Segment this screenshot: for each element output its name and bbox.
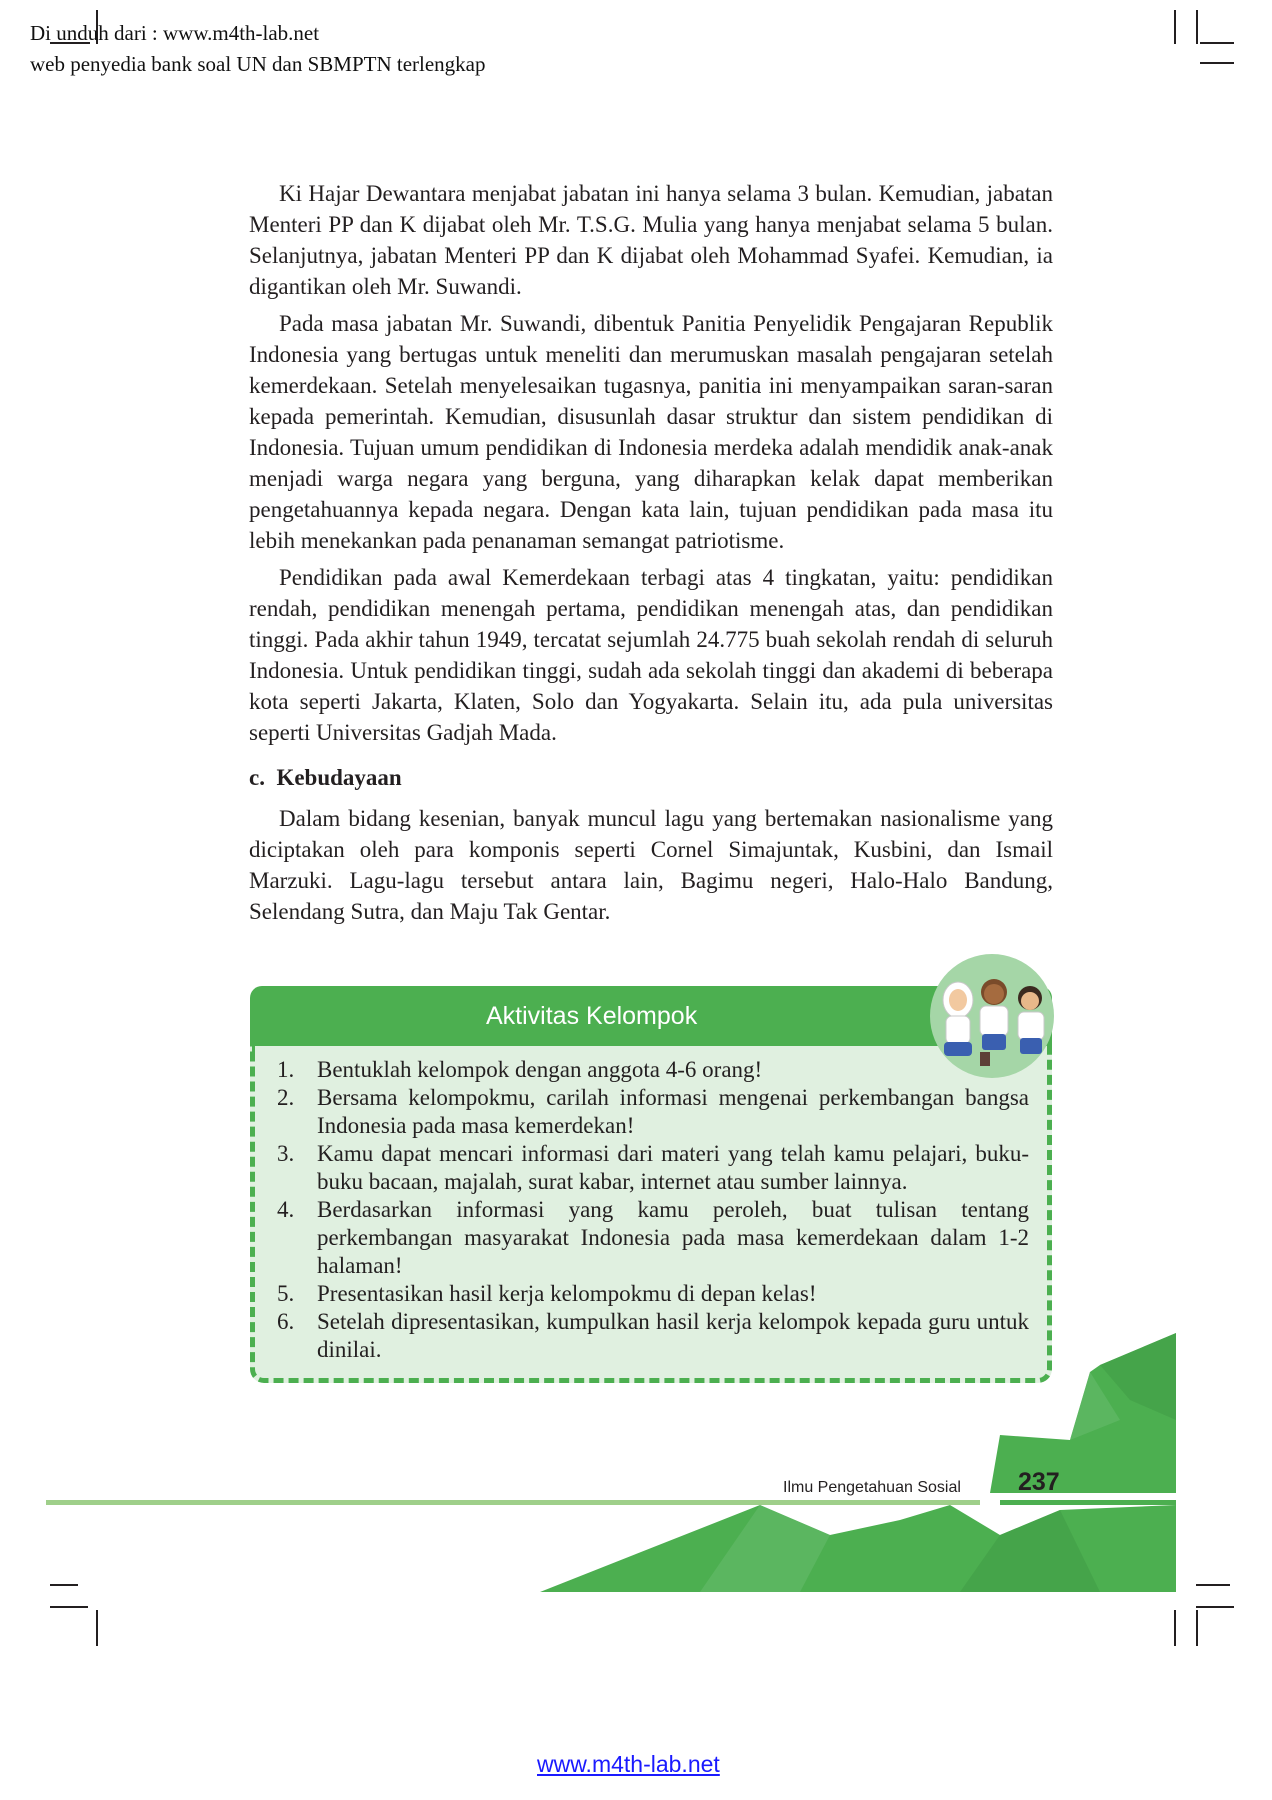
list-text: Berdasarkan informasi yang kamu peroleh, buat tulisan tentang perkembangan masyarakat Indonesia pada masa kemerdekaan dalam 1-2 halaman! [317,1197,1029,1278]
footer-rule [46,1500,980,1505]
list-text: Presentasikan hasil kerja kelompokmu di depan kelas! [317,1281,817,1306]
list-number: 4. [277,1197,295,1222]
boy-figure [1018,986,1044,1054]
footer-rule-right [1000,1500,1176,1505]
crop-mark [1200,42,1234,44]
crop-mark [1196,10,1198,44]
list-number: 3. [277,1141,295,1166]
paragraph: Pada masa jabatan Mr. Suwandi, dibentuk Panitia Penyelidik Pengajaran Republik Indonesia yang bertugas untuk meneliti dan merumuskan masalah pengajaran setelah kemerdekaan. Setelah menyelesaikan tugasnya, panitia ini menyampaikan saran-saran kepada pemerintah. Kemudian, disusunlah dasar struktur dan sistem pendidikan di Indonesia. Tujuan umum pendidikan di Indonesia merdeka adalah mendidik anak-anak menjadi warga negara yang berguna, yang diharapkan kelak dapat memberikan pengetahuannya kepada negara. Dengan kata lain, tujuan pendidikan pada masa itu lebih menekankan pada penanaman semangat patriotisme. [249,311,1053,553]
page-number: 237 [1018,1468,1060,1496]
activity-list [277,1056,1029,1364]
header-source-line: Di unduh dari : www.m4th-lab.net [30,21,320,45]
list-number: 5. [277,1281,295,1306]
crop-mark [50,1606,88,1608]
section-title: c. Kebudayaan [249,765,402,790]
list-text: Kamu dapat mencari informasi dari materi yang telah kamu pelajari, buku-buku bacaan, majalah, surat kabar, internet atau sumber lainnya. [317,1141,1029,1194]
list-item [277,1056,1029,1084]
crop-mark [50,1584,78,1586]
list-text: Bentuklah kelompok dengan anggota 4-6 orang! [317,1057,763,1082]
girl-figure [943,982,973,1056]
footer-subject: Ilmu Pengetahuan Sosial [783,1479,961,1496]
crop-mark [1196,1606,1234,1608]
list-item [277,1308,1029,1364]
main-content [249,178,1053,933]
paragraph: Ki Hajar Dewantara menjabat jabatan ini hanya selama 3 bulan. Kemudian, jabatan Menteri PP dan K dijabat oleh Mr. T.S.G. Mulia yang hanya menjabat selama 5 bulan. Selanjutnya, jabatan Menteri PP dan K dijabat oleh Mohammad Syafei. Kemudian, ia digantikan oleh Mr. Suwandi. [249,181,1053,299]
list-number: 1. [277,1057,295,1082]
header-tagline: web penyedia bank soal UN dan SBMPTN terlengkap [30,52,486,76]
list-text: Setelah dipresentasikan, kumpulkan hasil kerja kelompok kepada guru untuk dinilai. [317,1309,1029,1362]
activity-body [250,1046,1052,1383]
students-illustration [928,952,1056,1080]
website-link[interactable]: www.m4th-lab.net [537,1751,720,1777]
list-item [277,1084,1029,1140]
crop-mark [1200,62,1234,64]
paragraph: Dalam bidang kesenian, banyak muncul lagu yang bertemakan nasionalisme yang diciptakan oleh para komponis seperti Cornel Simajuntak, Kusbini, dan Ismail Marzuki. Lagu-lagu tersebut antara lain, Bagimu negeri, Halo-Halo Bandung, Selendang Sutra, dan Maju Tak Gentar. [249,806,1053,924]
activity-title: Aktivitas Kelompok [486,1002,698,1030]
list-item [277,1280,1029,1308]
crop-mark [96,1610,98,1646]
list-number: 6. [277,1309,295,1334]
crop-mark [1196,1584,1230,1586]
paragraph: Pendidikan pada awal Kemerdekaan terbagi atas 4 tingkatan, yaitu: pendidikan rendah, pendidikan menengah pertama, pendidikan menengah atas, dan pendidikan tinggi. Pada akhir tahun 1949, tercatat sejumlah 24.775 buah sekolah rendah di seluruh Indonesia. Untuk pendidikan tinggi, sudah ada sekolah tinggi dan akademi di beberapa kota seperti Jakarta, Klaten, Solo dan Yogyakarta. Selain itu, ada pula universitas seperti Universitas Gadjah Mada. [249,565,1053,745]
crop-mark [1196,1610,1198,1646]
list-number: 2. [277,1085,295,1110]
list-text: Bersama kelompokmu, carilah informasi mengenai perkembangan bangsa Indonesia pada masa kemerdekan! [317,1085,1029,1138]
list-item [277,1140,1029,1196]
list-item [277,1196,1029,1280]
crop-mark [1174,1610,1176,1646]
crop-mark [1174,10,1176,44]
